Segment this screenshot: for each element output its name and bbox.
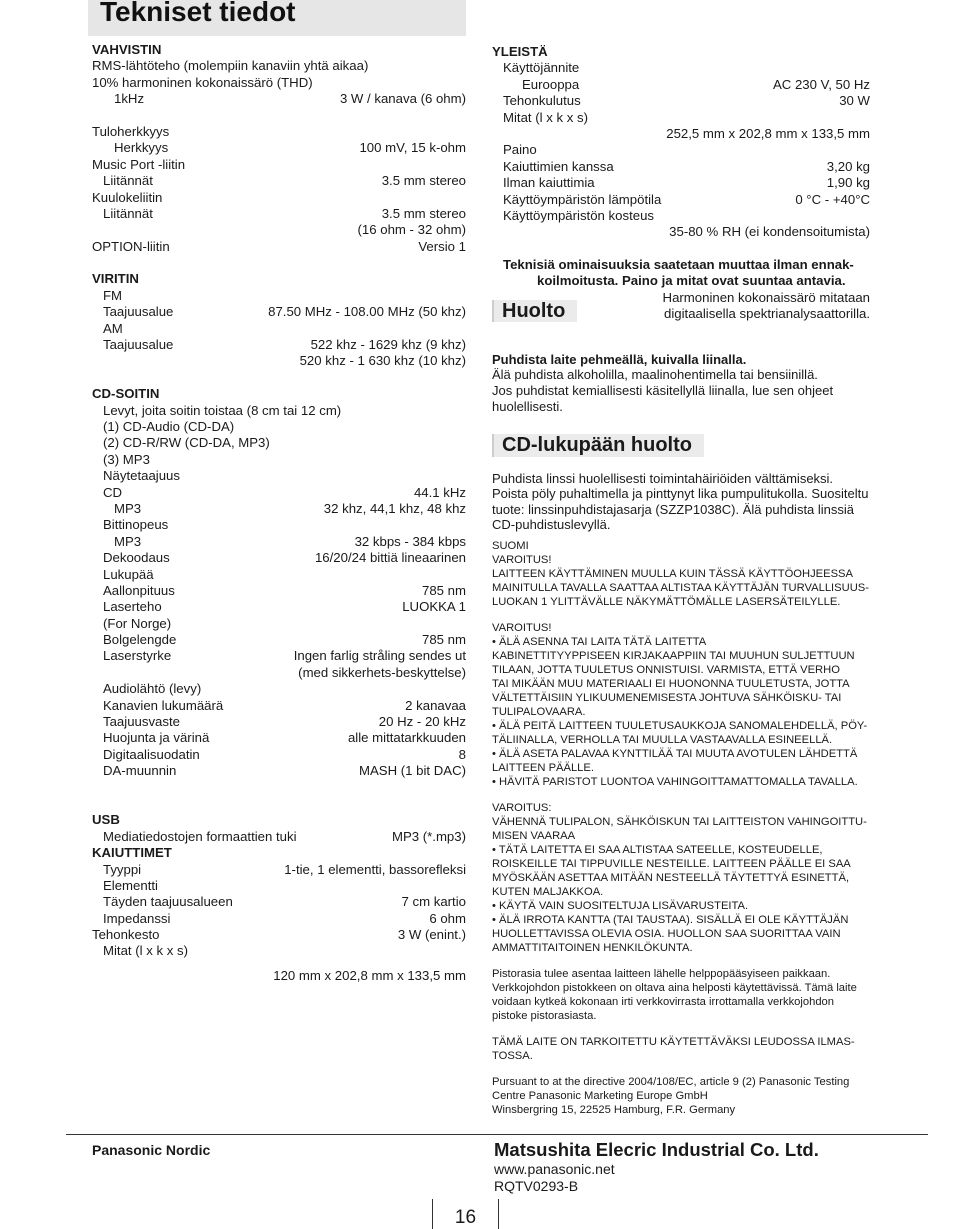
cd-huolto-text: CD-puhdistuslevyllä.: [492, 517, 611, 533]
page-number-box: [432, 1199, 499, 1229]
footer-brand: Panasonic Nordic: [92, 1142, 211, 1158]
socket-text: voidaan kytkeä kokonaan irti verkkovirrasta irrottamalla verkkojohdon: [492, 996, 834, 1009]
section-heading-vahvistin: VAHVISTIN: [92, 42, 162, 57]
warning-text: KUTEN MALJAKKOA.: [492, 886, 604, 899]
spec-row: Aallonpituus 785 nm: [103, 582, 466, 598]
spec-text: Mitat (l x k x s): [503, 109, 588, 125]
spec-text: Music Port -liitin: [92, 156, 186, 172]
spec-text: FM: [103, 287, 123, 303]
spec-text: Mitat (l x k x s): [103, 943, 188, 959]
huolto-text: Puhdista laite pehmeällä, kuivalla liinalla.: [492, 351, 747, 367]
spec-text: Levyt, joita soitin toistaa (8 cm tai 12 cm): [103, 402, 342, 418]
spec-text: Audiolähtö (levy): [103, 681, 202, 697]
warning-text: TÄLIINALLA, VERHOLLA TAI MUULLA VASTAAVALLA ESINEELLÄ.: [492, 734, 833, 747]
spec-row: Tehonkesto 3 W (enint.): [92, 927, 466, 943]
warning-text: • ÄLÄ ASENNA TAI LAITA TÄTÄ LAITETTA: [492, 636, 707, 649]
page-title: Tekniset tiedot: [100, 0, 296, 27]
spec-row: Eurooppa AC 230 V, 50 Hz: [522, 76, 870, 92]
spec-row: Dekoodaus 16/20/24 bittiä lineaarinen: [103, 550, 466, 566]
spec-row: Impedanssi 6 ohm: [103, 910, 466, 926]
spec-row: 35-80 % RH (ei kondensoitumista): [669, 224, 870, 240]
document-code: RQTV0293-B: [494, 1178, 579, 1194]
spec-text: Tuloherkkyys: [92, 123, 170, 139]
right-column: [492, 44, 870, 1117]
climate-text: TÄMÄ LAITE ON TARKOITETTU KÄYTETTÄVÄKSI LEUDOSSA ILMAS-: [492, 1036, 855, 1049]
spec-row: Laserteho LUOKKA 1: [103, 599, 466, 615]
spec-text: RMS-lähtöteho (molempiin kanaviin yhtä aikaa): [92, 58, 369, 74]
spec-row: 520 khz - 1 630 khz (10 khz): [299, 353, 466, 369]
spec-text: Bittinopeus: [103, 517, 169, 533]
spec-row: 1kHz 3 W / kanava (6 ohm): [114, 91, 466, 107]
warning-text: • TÄTÄ LAITETTA EI SAA ALTISTAA SATEELLE, KOSTEUDELLE,: [492, 844, 823, 857]
spec-text: (For Norge): [103, 615, 172, 631]
huolto-text: Älä puhdista alkoholilla, maalinohentimella tai bensiinillä.: [492, 367, 818, 383]
spec-row: Taajuusvaste 20 Hz - 20 kHz: [103, 714, 466, 730]
spec-row: 120 mm x 202,8 mm x 133,5 mm: [273, 967, 466, 983]
warning-text: HUOLLETTAVISSA OLEVIA OSIA. HUOLLON SAA SUORITTAA VAIN: [492, 928, 841, 941]
section-heading-viritin: VIRITIN: [92, 271, 139, 287]
section-heading-cd: CD-SOITIN: [92, 386, 160, 402]
spec-row: Herkkyys 100 mV, 15 k-ohm: [114, 140, 466, 156]
spec-row: Taajuusalue 522 khz - 1629 khz (9 khz): [103, 337, 466, 353]
spec-note: Teknisiä ominaisuuksia saatetaan muuttaa ilman ennak-: [503, 257, 854, 273]
spec-row: 252,5 mm x 202,8 mm x 133,5 mm: [666, 125, 870, 141]
huolto-text: Jos puhdistat kemiallisesti käsitellyllä liinalla, lue sen ohjeet: [492, 383, 834, 399]
spec-row: Digitaalisuodatin 8: [103, 746, 466, 762]
spec-row: DA-muunnin MASH (1 bit DAC): [103, 763, 466, 779]
directive-text: Winsbergring 15, 22525 Hamburg, F.R. Germany: [492, 1104, 736, 1117]
spec-row: Kanavien lukumäärä 2 kanavaa: [103, 697, 466, 713]
spec-note: Harmoninen kokonaissärö mitataan digitaalisella spektrianalysaattorilla.: [662, 289, 870, 322]
section-heading-usb: USB: [92, 812, 120, 828]
spec-row: CD 44.1 kHz: [103, 484, 466, 500]
left-column: [92, 42, 466, 984]
section-heading-cd-huolto: CD-lukupään huolto: [492, 434, 704, 456]
warning-text: TULIPALOVAARA.: [492, 706, 586, 719]
spec-row: Laserstyrke Ingen farlig stråling sendes ut: [103, 648, 466, 664]
footer-divider: [66, 1134, 928, 1135]
warning-text: LAITTEEN KÄYTTÄMINEN MUULLA KUIN TÄSSÄ KÄYTTÖOHJEESSA: [492, 568, 853, 581]
warning-text: MISEN VAARAA: [492, 830, 576, 843]
warning-text: VAROITUS!: [492, 554, 552, 567]
warning-text: VAROITUS:: [492, 802, 552, 815]
warning-text: KABINETTITYYPPISEEN KIRJAKAAPPIIN TAI MUUHUN SULJETTUUN: [492, 650, 855, 663]
spec-text: (2) CD-R/RW (CD-DA, MP3): [103, 435, 270, 451]
spec-row: Ilman kaiuttimia 1,90 kg: [503, 175, 870, 191]
section-heading-kaiuttimet: KAIUTTIMET: [92, 845, 172, 861]
huolto-text: huolellisesti.: [492, 398, 563, 414]
spec-row: OPTION-liitin Versio 1: [92, 238, 466, 254]
warning-text: MAINITULLA TAVALLA SAATTAA ALTISTAA KÄYTTÄJÄN TURVALLISUUS-: [492, 582, 869, 595]
spec-text: (1) CD-Audio (CD-DA): [103, 418, 235, 434]
warning-text: LAITTEEN PÄÄLLE.: [492, 762, 594, 775]
cd-huolto-text: Puhdista linssi huolellisesti toimintahäiriöiden välttämiseksi.: [492, 470, 834, 486]
huolto-block: [492, 290, 870, 342]
warning-text: AMMATTITAITOINEN HENKILÖKUNTA.: [492, 942, 693, 955]
directive-text: Pursuant to at the directive 2004/108/EC, article 9 (2) Panasonic Testing: [492, 1076, 850, 1089]
warning-text: • ÄLÄ IRROTA KANTTA (TAI TAUSTAA). SISÄLLÄ EI OLE KÄYTTÄJÄN: [492, 914, 849, 927]
spec-text: Näytetaajuus: [103, 468, 180, 484]
warning-text: LUOKAN 1 YLITTÄVÄLLE NÄKYMÄTTÖMÄLLE LASERSÄTEILYLLE.: [492, 596, 841, 609]
warning-text: VÄLTETTÄISIIN YLIKUUMENEMISESTA JOHTUVA SÄHKÖISKU- TAI: [492, 692, 842, 705]
spec-row: MP3 32 kbps - 384 kbps: [114, 533, 466, 549]
section-heading-huolto: Huolto: [492, 300, 577, 322]
spec-row: Täyden taajuusalueen 7 cm kartio: [103, 894, 466, 910]
company-name: Matsushita Elecric Industrial Co. Ltd.: [494, 1139, 819, 1160]
spec-note: koilmoitusta. Paino ja mitat ovat suuntaa antavia.: [537, 273, 846, 289]
spec-row: Taajuusalue 87.50 MHz - 108.00 MHz (50 khz): [103, 304, 466, 320]
spec-row: MP3 32 khz, 44,1 khz, 48 khz: [114, 500, 466, 516]
section-heading-yleista: YLEISTÄ: [492, 44, 548, 59]
warning-text: • ÄLÄ ASETA PALAVAA KYNTTILÄÄ TAI MUUTA AVOTULEN LÄHDETTÄ: [492, 748, 858, 761]
spec-row: (16 ohm - 32 ohm): [357, 222, 466, 238]
spec-row: Liitännät 3.5 mm stereo: [103, 205, 466, 221]
cd-huolto-text: Poista pöly puhaltimella ja pinttynyt lika pumpulitukolla. Suositeltu: [492, 486, 869, 502]
spec-text: Elementti: [103, 877, 158, 893]
warning-text: SUOMI: [492, 540, 529, 553]
climate-text: TOSSA.: [492, 1050, 533, 1063]
warning-text: TILAAN, JOTTA TUULETUS ONNISTUISI. VARMISTA, ETTÄ VERHO: [492, 664, 840, 677]
warning-text: • HÄVITÄ PARISTOT LUONTOA VAHINGOITTAMATTOMALLA TAVALLA.: [492, 776, 858, 789]
spec-text: Käyttöjännite: [503, 60, 580, 76]
warning-text: VAROITUS!: [492, 622, 552, 635]
spec-text: (3) MP3: [103, 451, 150, 467]
spec-text: Käyttöympäristön kosteus: [503, 207, 654, 223]
title-tab: [88, 0, 466, 36]
warning-text: ROISKEILLE TAI TIPPUVILLE NESTEILLE. LAITTEEN PÄÄLLE EI SAA: [492, 858, 851, 871]
warning-text: TAI MIKÄÄN MUU MATERIAALI EI HUONONNA TUULETUSTA, JOTTA: [492, 678, 850, 691]
spec-row: Tyyppi 1-tie, 1 elementti, bassorefleksi: [103, 861, 466, 877]
spec-text: AM: [103, 320, 123, 336]
spec-row: (med sikkerhets-beskyttelse): [298, 664, 466, 680]
spec-text: Lukupää: [103, 566, 154, 582]
company-website: www.panasonic.net: [494, 1161, 615, 1177]
spec-row: Huojunta ja värinä alle mittatarkkuuden: [103, 730, 466, 746]
socket-text: pistoke pistorasiasta.: [492, 1010, 597, 1023]
warning-text: • ÄLÄ PEITÄ LAITTEEN TUULETUSAUKKOJA SANOMALEHDELLÄ, PÖY-: [492, 720, 868, 733]
cd-huolto-text: tuote: linssinpuhdistajasarja (SZZP1038C). Älä puhdista linssiä: [492, 501, 855, 517]
spec-row: Tehonkulutus 30 W: [503, 93, 870, 109]
page-number: 16: [454, 1207, 477, 1228]
directive-text: Centre Panasonic Marketing Europe GmbH: [492, 1090, 708, 1103]
spec-text: 10% harmoninen kokonaissärö (THD): [92, 74, 313, 90]
socket-text: Pistorasia tulee asentaa laitteen lähelle helppopääsyiseen paikkaan.: [492, 968, 831, 981]
spec-row: Kaiuttimien kanssa 3,20 kg: [503, 158, 870, 174]
footer-company-block: [494, 1139, 819, 1195]
spec-row: Bolgelengde 785 nm: [103, 632, 466, 648]
warning-text: MYÖSKÄÄN ASETTAA MITÄÄN NESTEELLÄ TÄYTETTYÄ ESINETTÄ,: [492, 872, 850, 885]
spec-text: Paino: [503, 142, 537, 158]
spec-row: Liitännät 3.5 mm stereo: [103, 173, 466, 189]
socket-text: Verkkojohdon pistokkeen on oltava aina helposti käytettävissä. Tämä laite: [492, 982, 857, 995]
warning-text: VÄHENNÄ TULIPALON, SÄHKÖISKUN TAI LAITTEISTON VAHINGOITTU-: [492, 816, 867, 829]
spec-text: Kuulokeliitin: [92, 189, 163, 205]
spec-row: Mediatiedostojen formaattien tuki MP3 (*.mp3): [103, 828, 466, 844]
warning-text: • KÄYTÄ VAIN SUOSITELTUJA LISÄVARUSTEITA.: [492, 900, 749, 913]
spec-row: Käyttöympäristön lämpötila 0 °C - +40°C: [503, 191, 870, 207]
